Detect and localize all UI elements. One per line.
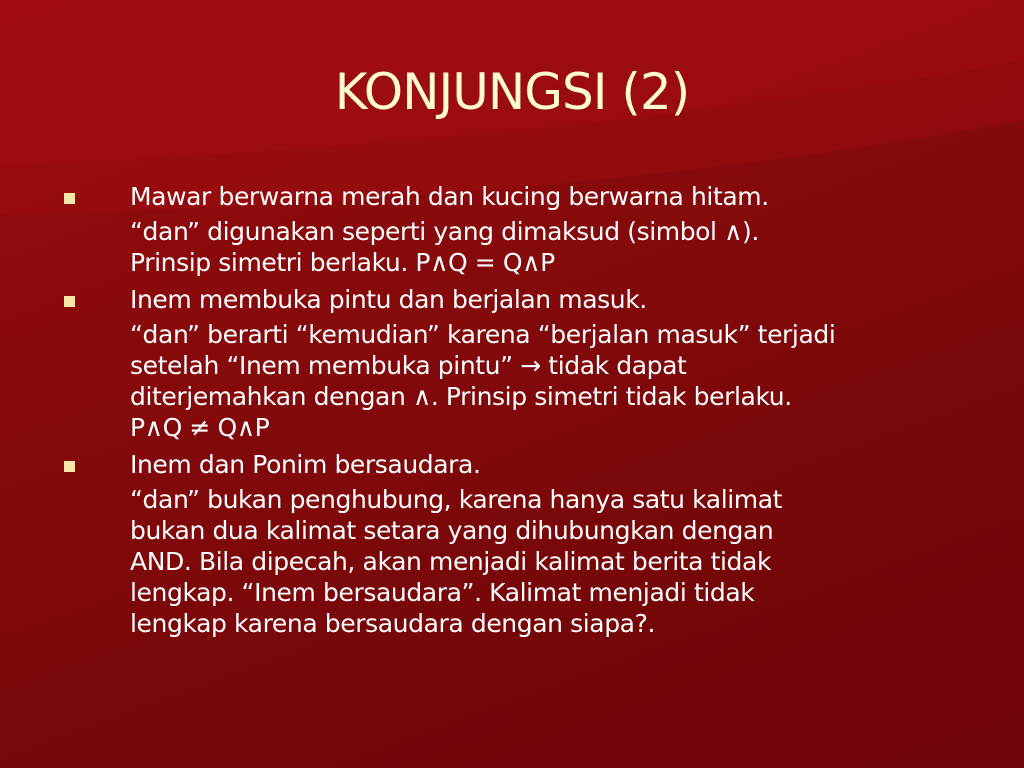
square-bullet-icon — [64, 296, 75, 307]
text-line: “dan” digunakan seperti yang dimaksud (simbol ∧). — [130, 217, 759, 246]
text-line: “dan” berarti “kemudian” karena “berjalan masuk” terjadi — [130, 320, 836, 349]
text-line: AND. Bila dipecah, akan menjadi kalimat berita tidak — [130, 547, 772, 576]
text-line: lengkap. “Inem bersaudara”. Kalimat menjadi tidak — [130, 578, 755, 607]
text-line: lengkap karena bersaudara dengan siapa?. — [130, 609, 656, 638]
bullet-explanation — [60, 484, 980, 639]
bullet-item-3 — [60, 449, 980, 480]
bullet-heading: Mawar berwarna merah dan kucing berwarna hitam. — [130, 182, 769, 211]
text-line: bukan dua kalimat setara yang dihubungkan dengan — [130, 516, 774, 545]
text-line: “dan” bukan penghubung, karena hanya satu kalimat — [130, 485, 783, 514]
slide-body — [60, 181, 980, 645]
bullet-heading: Inem membuka pintu dan berjalan masuk. — [130, 285, 647, 314]
square-bullet-icon — [64, 193, 75, 204]
slide-title: KONJUNGSI (2) — [334, 63, 690, 121]
bullet-item-2 — [60, 284, 980, 315]
bullet-explanation — [60, 319, 980, 443]
bullet-heading: Inem dan Ponim bersaudara. — [130, 450, 481, 479]
text-line: Prinsip simetri berlaku. P∧Q = Q∧P — [130, 248, 555, 277]
bullet-item-1 — [60, 181, 980, 212]
bullet-explanation — [60, 216, 980, 278]
text-line: diterjemahkan dengan ∧. Prinsip simetri tidak berlaku. — [130, 382, 792, 411]
text-line: P∧Q ≠ Q∧P — [130, 413, 270, 442]
text-line: setelah “Inem membuka pintu” → tidak dapat — [130, 351, 687, 380]
square-bullet-icon — [64, 461, 75, 472]
